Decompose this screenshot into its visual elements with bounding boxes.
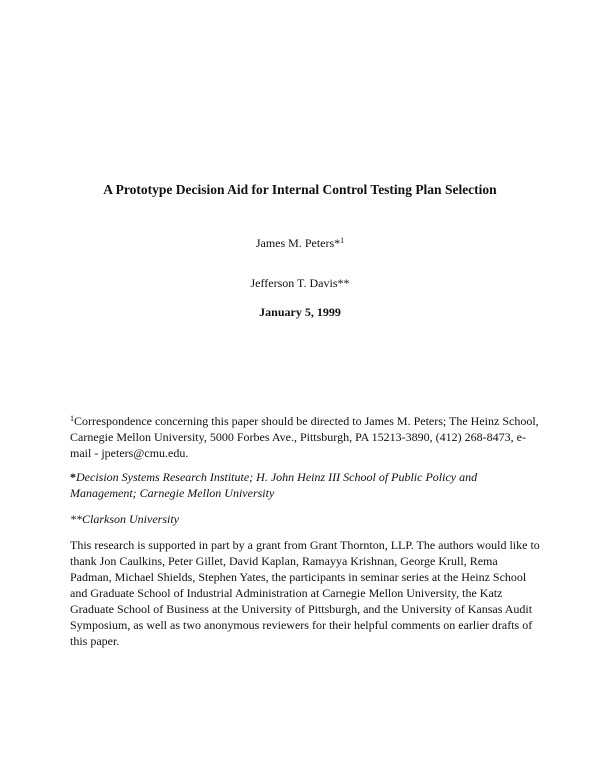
author-1-name: James M. Peters (255, 236, 335, 250)
affiliation-1-marker: * (70, 470, 76, 484)
affiliation-footnote-2: **Clarkson University (70, 512, 179, 526)
paper-title: A Prototype Decision Aid for Internal Control Testing Plan Selection (103, 182, 497, 197)
affiliation-footnote-1 (70, 469, 540, 501)
author-1-marker: * (334, 236, 341, 250)
author-1-footnote-ref: 1 (340, 236, 345, 245)
acknowledgement-paragraph: This research is supported in part by a grant from Grant Thornton, LLP. The authors would like to thank Jon Caulkins, Peter Gillet, David Kaplan, Ramayya Krishnan, George Krull, Rema Padman, Michael Shields, Stephen Yates, the participants in seminar series at the Heinz School and Graduate School of Industrial Administration at Carnegie Mellon University, the Katz Graduate School of Business at the University of Pittsburgh, and the University of Kansas Audit Symposium, as well as two anonymous reviewers for their helpful comments on earlier drafts of this paper. (70, 538, 540, 648)
correspondence-footnote (70, 413, 540, 461)
footnote-marker: 1 (70, 414, 74, 423)
author-1 (0, 235, 600, 251)
affiliation-1-text: Decision Systems Research Institute; H. John Heinz III School of Public Policy and Management; Carnegie Mellon University (70, 470, 478, 500)
author-2: Jefferson T. Davis** (250, 276, 350, 290)
correspondence-text: Correspondence concerning this paper should be directed to James M. Peters; The Heinz School, Carnegie Mellon University, 5000 Forbes Ave., Pittsburgh, PA 15213-3890, (412) 268-8473, e-mail - jpeters@cmu.edu. (70, 414, 539, 460)
paper-date: January 5, 1999 (259, 305, 341, 319)
